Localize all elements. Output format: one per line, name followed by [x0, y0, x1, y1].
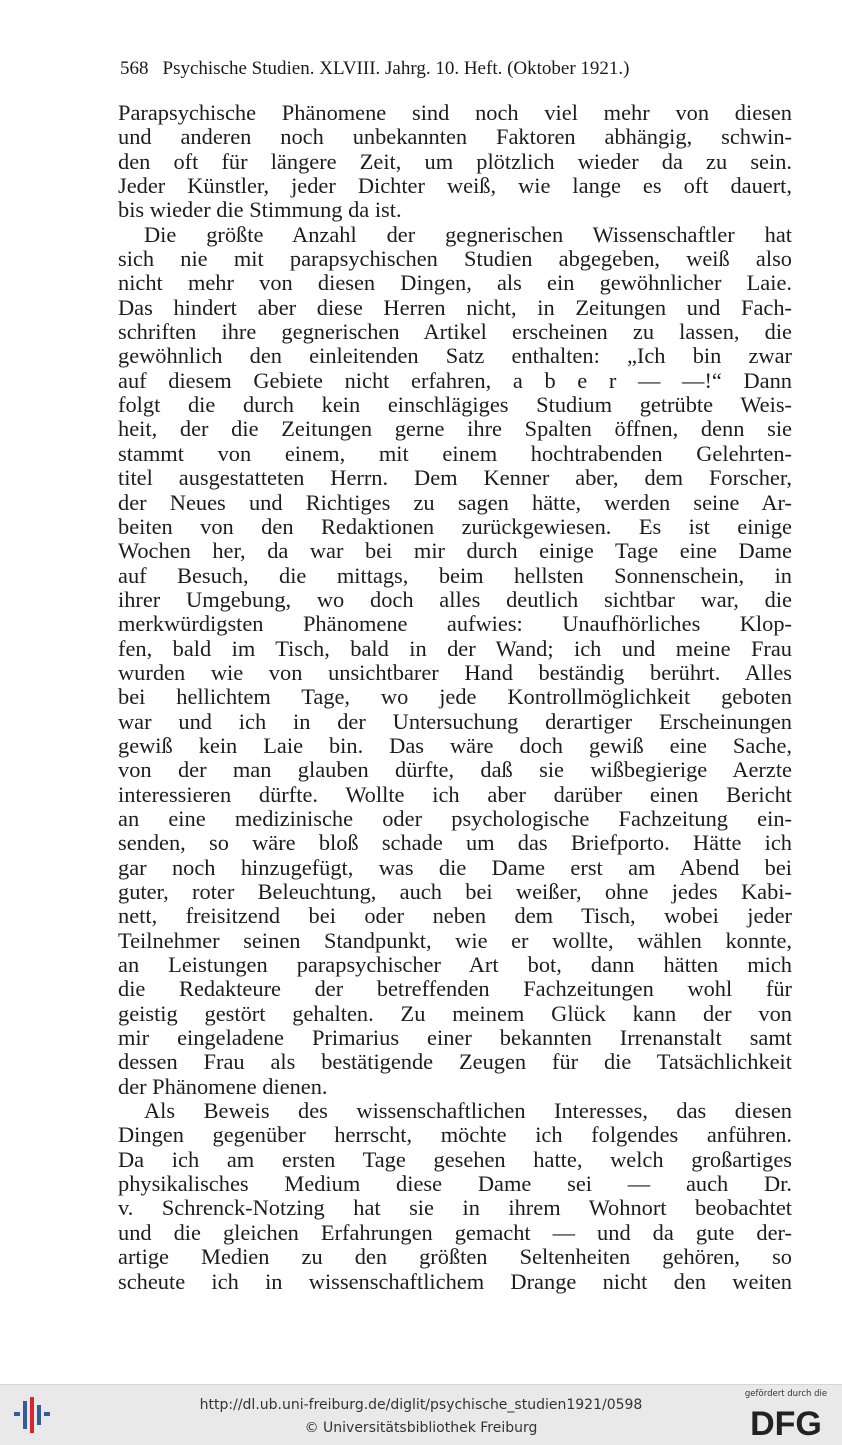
running-title: Psychische Studien. XLVIII. Jahrg. 10. Heft. (Oktober 1921.) [162, 58, 630, 79]
text-line: heit, der die Zeitungen gerne ihre Spalten öffnen, denn sie [118, 416, 792, 442]
text-line: folgt die durch kein einschlägiges Studium getrübte Weis- [118, 392, 792, 418]
text-line: gewöhnlich den einleitenden Satz enthalten: „Ich bin zwar [118, 343, 792, 369]
text-line: nicht mehr von diesen Dingen, als ein gewöhnlicher Laie. [118, 270, 792, 296]
text-line: interessieren dürfte. Wollte ich aber darüber einen Bericht [118, 781, 792, 807]
text-line: an eine medizinische oder psychologische Fachzeitung ein- [118, 805, 792, 831]
text-line: den oft für längere Zeit, um plötzlich wieder da zu sein. [118, 148, 792, 174]
text-line: guter, roter Beleuchtung, auch bei weißer, ohne jedes Kabi- [118, 879, 792, 904]
text-line: merkwürdigsten Phänomene aufwies: Unaufhörliches Klop- [118, 611, 792, 637]
text-line: nett, freisitzend bei oder neben dem Tisch, wobei jeder [118, 903, 792, 929]
text-line: stammt von einem, mit einem hochtrabenden Gelehrten- [118, 440, 792, 466]
text-line: Wochen her, da war bei mir durch einige Tage eine Dame [118, 538, 792, 564]
text-line: Teilnehmer seinen Standpunkt, wie er wollte, wählen konnte, [118, 927, 792, 953]
text-line: mir eingeladene Primarius einer bekannten Irrenanstalt samt [118, 1025, 792, 1051]
page-number: 568 [120, 58, 149, 79]
text-line: an Leistungen parapsychischer Art bot, dann hätten mich [118, 952, 792, 978]
copyright-notice: © Universitätsbibliothek Freiburg [304, 1420, 538, 1436]
dfg-caption: gefördert durch die [744, 1389, 828, 1399]
text-line: und anderen noch unbekannten Faktoren abhängig, schwin- [118, 124, 792, 150]
text-line: gewiß kein Laie bin. Das wäre doch gewiß eine Sache, [118, 732, 792, 758]
text-line: gar noch hinzugefügt, was die Dame erst am Abend bei [118, 854, 792, 880]
text-line: titel ausgestatteten Herrn. Dem Kenner aber, dem Forscher, [118, 465, 792, 491]
text-line: Das hindert aber diese Herren nicht, in Zeitungen und Fach- [118, 294, 792, 320]
source-url-link[interactable]: http://dl.ub.uni-freiburg.de/diglit/psychische_studien1921/0598 [199, 1397, 643, 1413]
text-line: der Neues und Richtiges zu sagen hätte, werden seine Ar- [118, 489, 792, 515]
text-line: artige Medien zu den größten Seltenheiten gehören, so [118, 1244, 792, 1270]
text-line: der Phänomene dienen. [118, 1073, 328, 1099]
dfg-logo [740, 1389, 832, 1441]
text-line: v. Schrenck-Notzing hat sie in ihrem Wohnort beobachtet [118, 1195, 792, 1221]
text-line: sich nie mit parapsychischen Studien abgegeben, weiß also [118, 246, 792, 272]
text-line: Dingen gegenüber herrscht, möchte ich folgendes anführen. [118, 1122, 792, 1148]
running-head [120, 56, 740, 82]
text-line: die Redakteure der betreffenden Fachzeitungen wohl für [118, 976, 792, 1002]
text-line: Jeder Künstler, jeder Dichter weiß, wie lange es oft dauert, [118, 173, 792, 199]
body-text [118, 101, 792, 1294]
text-line: Die größte Anzahl der gegnerischen Wissenschaftler hat [144, 221, 792, 247]
text-line: auf diesem Gebiete nicht erfahren, a b e r — —!“ Dann [118, 367, 792, 393]
text-line: beiten von den Redaktionen zurückgewiesen. Es ist einige [118, 513, 792, 539]
text-line: dessen Frau als bestätigende Zeugen für die Tatsächlichkeit [118, 1049, 792, 1075]
text-line: scheute ich in wissenschaftlichem Drange nicht den weiten [118, 1268, 792, 1294]
text-line: ihrer Umgebung, wo doch alles deutlich sichtbar war, die [118, 586, 792, 612]
text-line: war und ich in der Untersuchung derartiger Erscheinungen [118, 708, 792, 734]
footer-bar [0, 1384, 842, 1445]
dfg-logo-text: DFG [750, 1405, 822, 1441]
text-line: auf Besuch, die mittags, beim hellsten Sonnenschein, in [118, 562, 792, 588]
text-line: von der man glauben dürfte, daß sie wißbegierige Aerzte [118, 757, 792, 783]
text-line: physikalisches Medium diese Dame sei — auch Dr. [118, 1171, 792, 1197]
text-line: Als Beweis des wissenschaftlichen Interesses, das diesen [144, 1098, 792, 1124]
text-line: senden, so wäre bloß schade um das Briefporto. Hätte ich [118, 830, 792, 856]
text-line: Da ich am ersten Tage gesehen hatte, welch großartiges [118, 1146, 792, 1172]
text-line: und die gleichen Erfahrungen gemacht — und da gute der- [118, 1219, 792, 1245]
text-line: geistig gestört gehalten. Zu meinem Glück kann der von [118, 1000, 792, 1026]
text-line: wurden wie von unsichtbarer Hand beständig berührt. Alles [118, 659, 792, 685]
text-line: fen, bald im Tisch, bald in der Wand; ich und meine Frau [118, 635, 792, 661]
text-line: bis wieder die Stimmung da ist. [118, 197, 402, 223]
text-line: bei hellichtem Tage, wo jede Kontrollmöglichkeit geboten [118, 684, 792, 710]
text-line: schriften ihre gegnerischen Artikel erscheinen zu lassen, die [118, 319, 792, 345]
text-line: Parapsychische Phänomene sind noch viel mehr von diesen [118, 100, 792, 125]
